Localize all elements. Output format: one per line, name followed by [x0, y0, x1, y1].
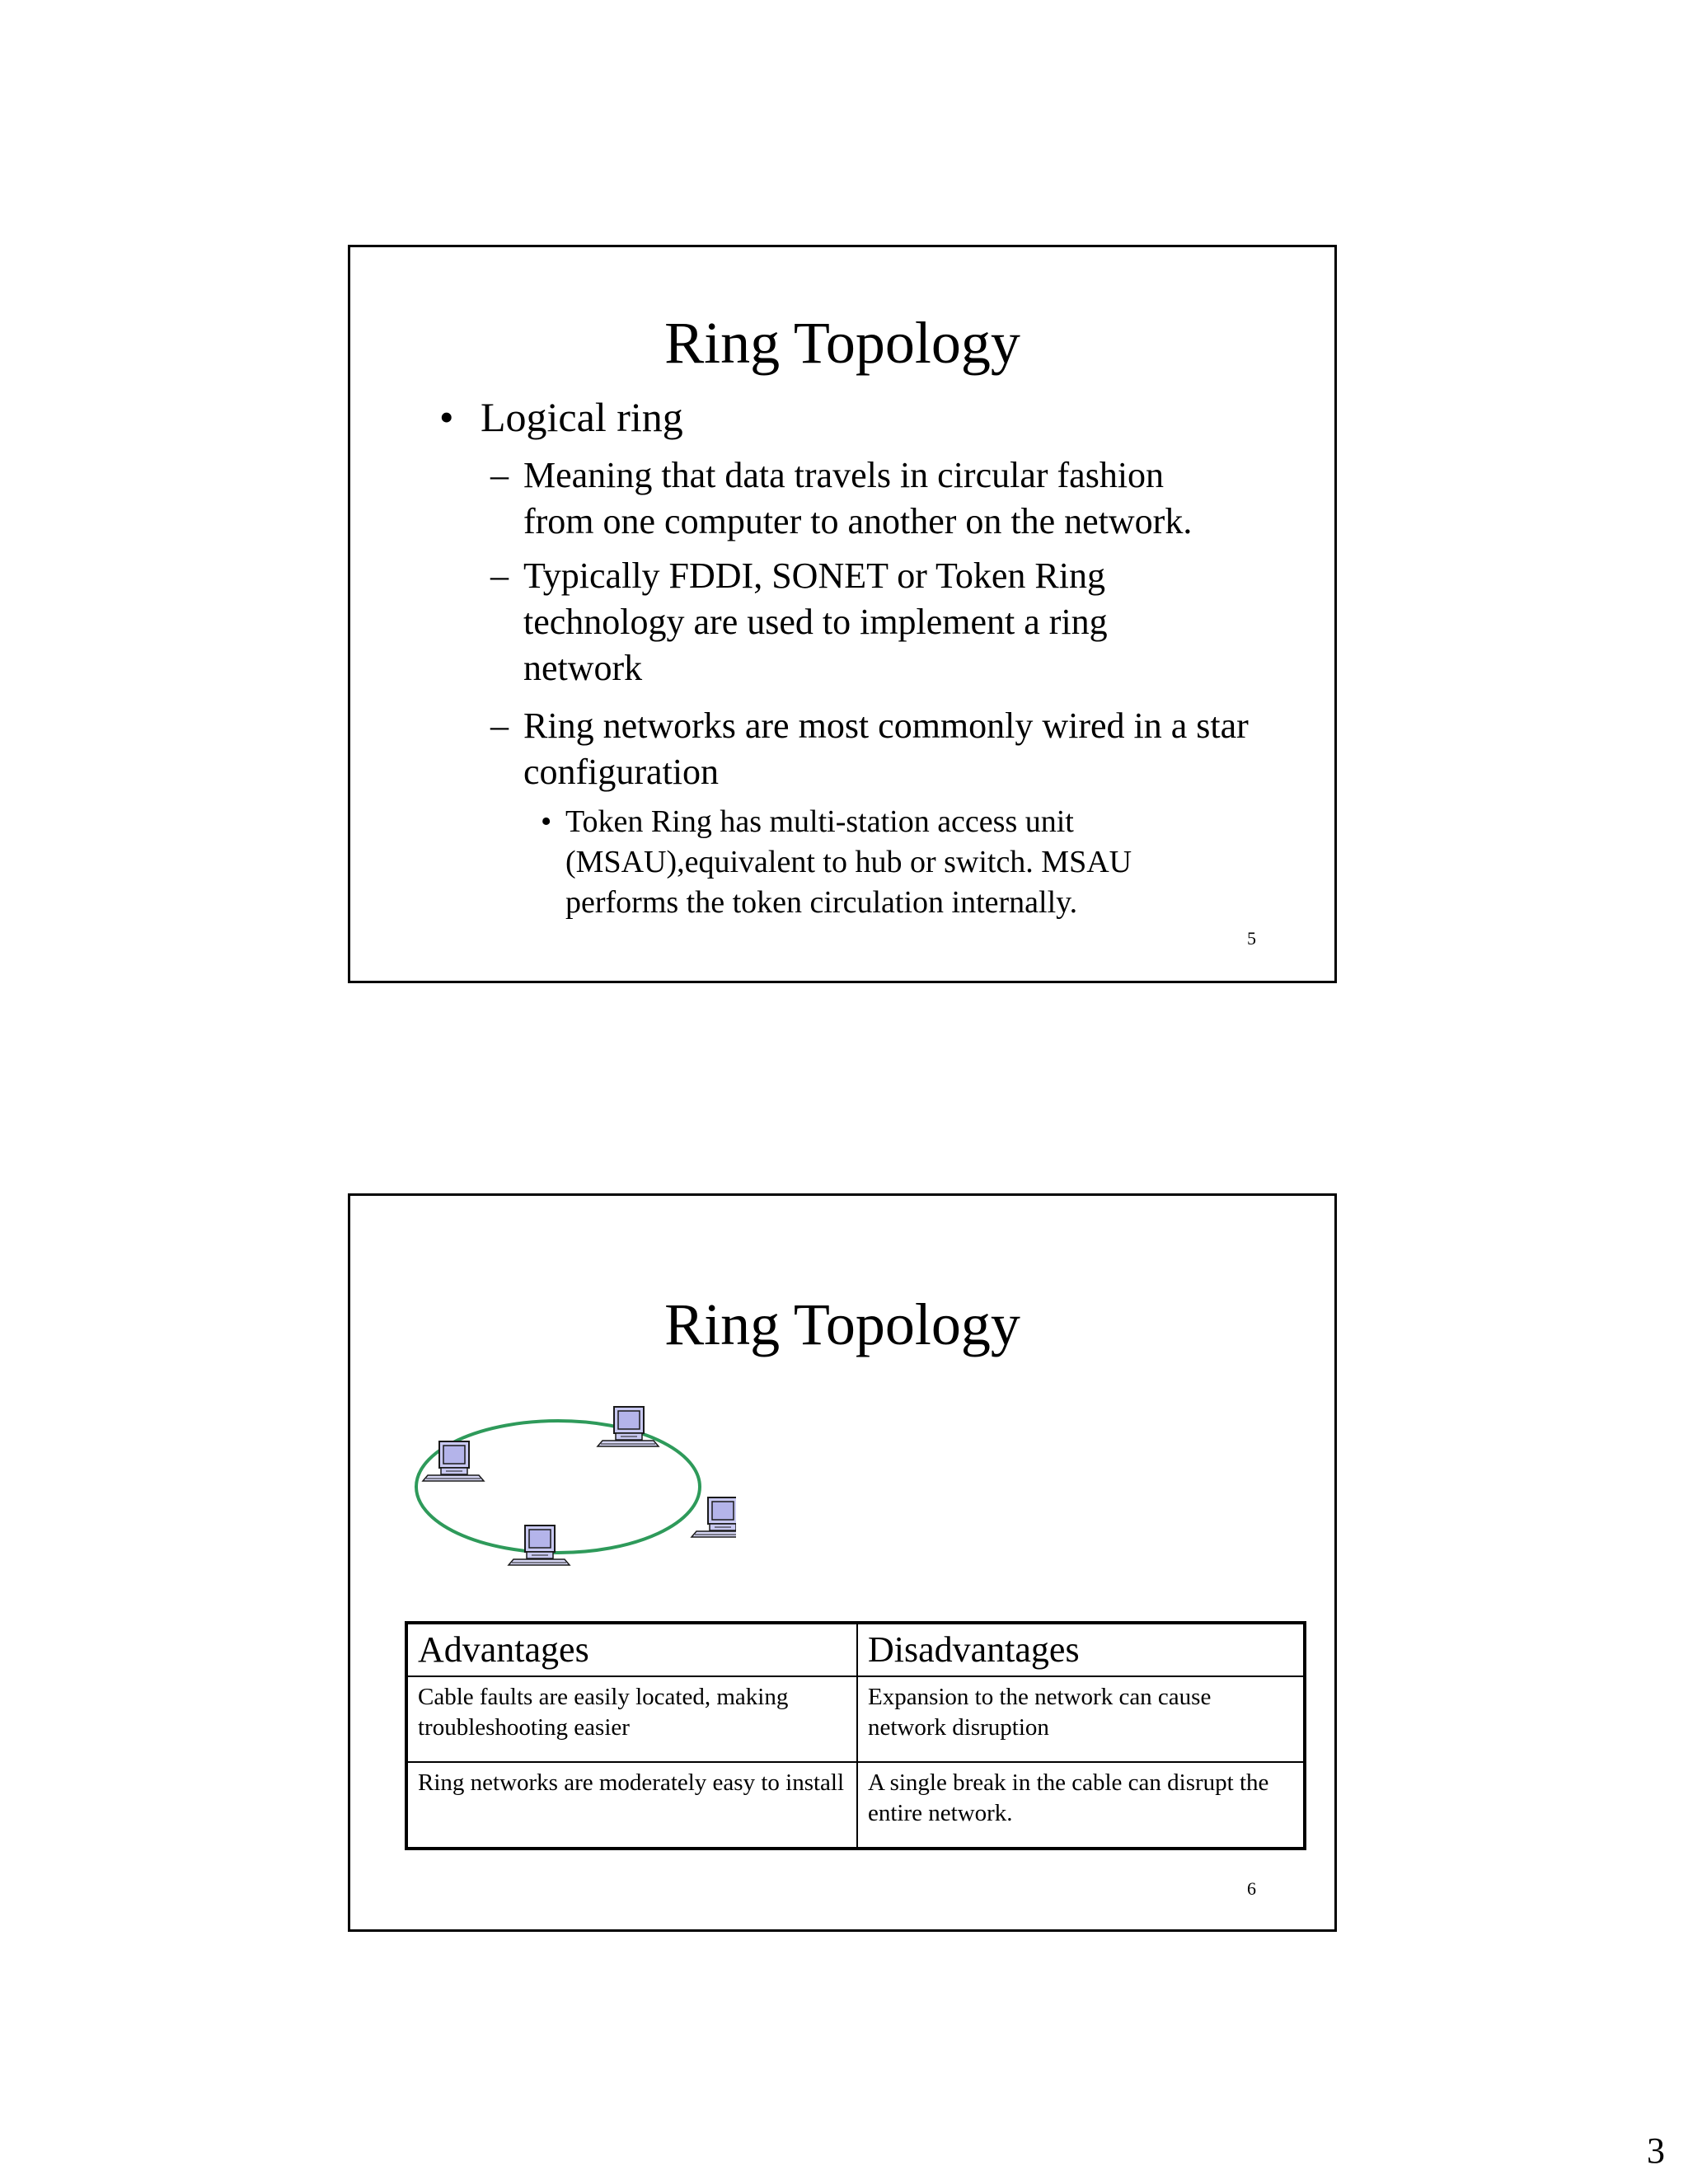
- column-header-disadvantages: Disadvantages: [857, 1623, 1305, 1676]
- table-row: [406, 1762, 1305, 1849]
- slide-number: 6: [1247, 1878, 1256, 1899]
- slide-5: [348, 245, 1337, 983]
- bullet-marker: •: [439, 394, 454, 440]
- column-header-advantages: Advantages: [406, 1623, 857, 1676]
- slide-number: 5: [1247, 928, 1256, 949]
- dash-marker: –: [490, 555, 509, 596]
- computer-icon: [598, 1407, 659, 1446]
- computer-icon: [509, 1526, 570, 1565]
- table-header-row: [406, 1623, 1305, 1676]
- advantages-disadvantages-table: [405, 1621, 1306, 1850]
- slide-title: Ring Topology: [664, 310, 1020, 376]
- bullet-level-2: [490, 553, 1191, 691]
- dash-marker: –: [490, 455, 509, 495]
- bullet-marker: •: [541, 804, 552, 839]
- slide-title: Ring Topology: [664, 1291, 1020, 1357]
- bullet-text: Token Ring has multi-station access unit (MSAU),equivalent to hub or switch. MSAU performs the token circulation internally.: [565, 804, 1132, 920]
- table-row: [406, 1676, 1305, 1762]
- bullet-text: Logical ring: [481, 394, 683, 440]
- bullet-level-3: [541, 802, 1192, 923]
- bullet-text: Ring networks are most commonly wired in a star configuration: [523, 705, 1249, 792]
- page-number: 3: [1647, 2130, 1665, 2171]
- bullet-level-1: [439, 394, 1222, 441]
- bullet-level-2: [490, 452, 1232, 545]
- slide-6: [348, 1193, 1337, 1932]
- table-cell: Expansion to the network can cause network disruption: [857, 1676, 1305, 1762]
- computer-icon: [423, 1441, 484, 1481]
- dash-marker: –: [490, 705, 509, 746]
- ring-topology-diagram: [406, 1385, 736, 1583]
- bullet-level-2: [490, 703, 1249, 795]
- bullet-text: Meaning that data travels in circular fashion from one computer to another on the network.: [523, 455, 1193, 541]
- table-cell: Ring networks are moderately easy to install: [406, 1762, 857, 1849]
- table-cell: Cable faults are easily located, making troubleshooting easier: [406, 1676, 857, 1762]
- bullet-text: Typically FDDI, SONET or Token Ring technology are used to implement a ring network: [523, 555, 1108, 688]
- computer-icon: [692, 1497, 736, 1537]
- table-cell: A single break in the cable can disrupt the entire network.: [857, 1762, 1305, 1849]
